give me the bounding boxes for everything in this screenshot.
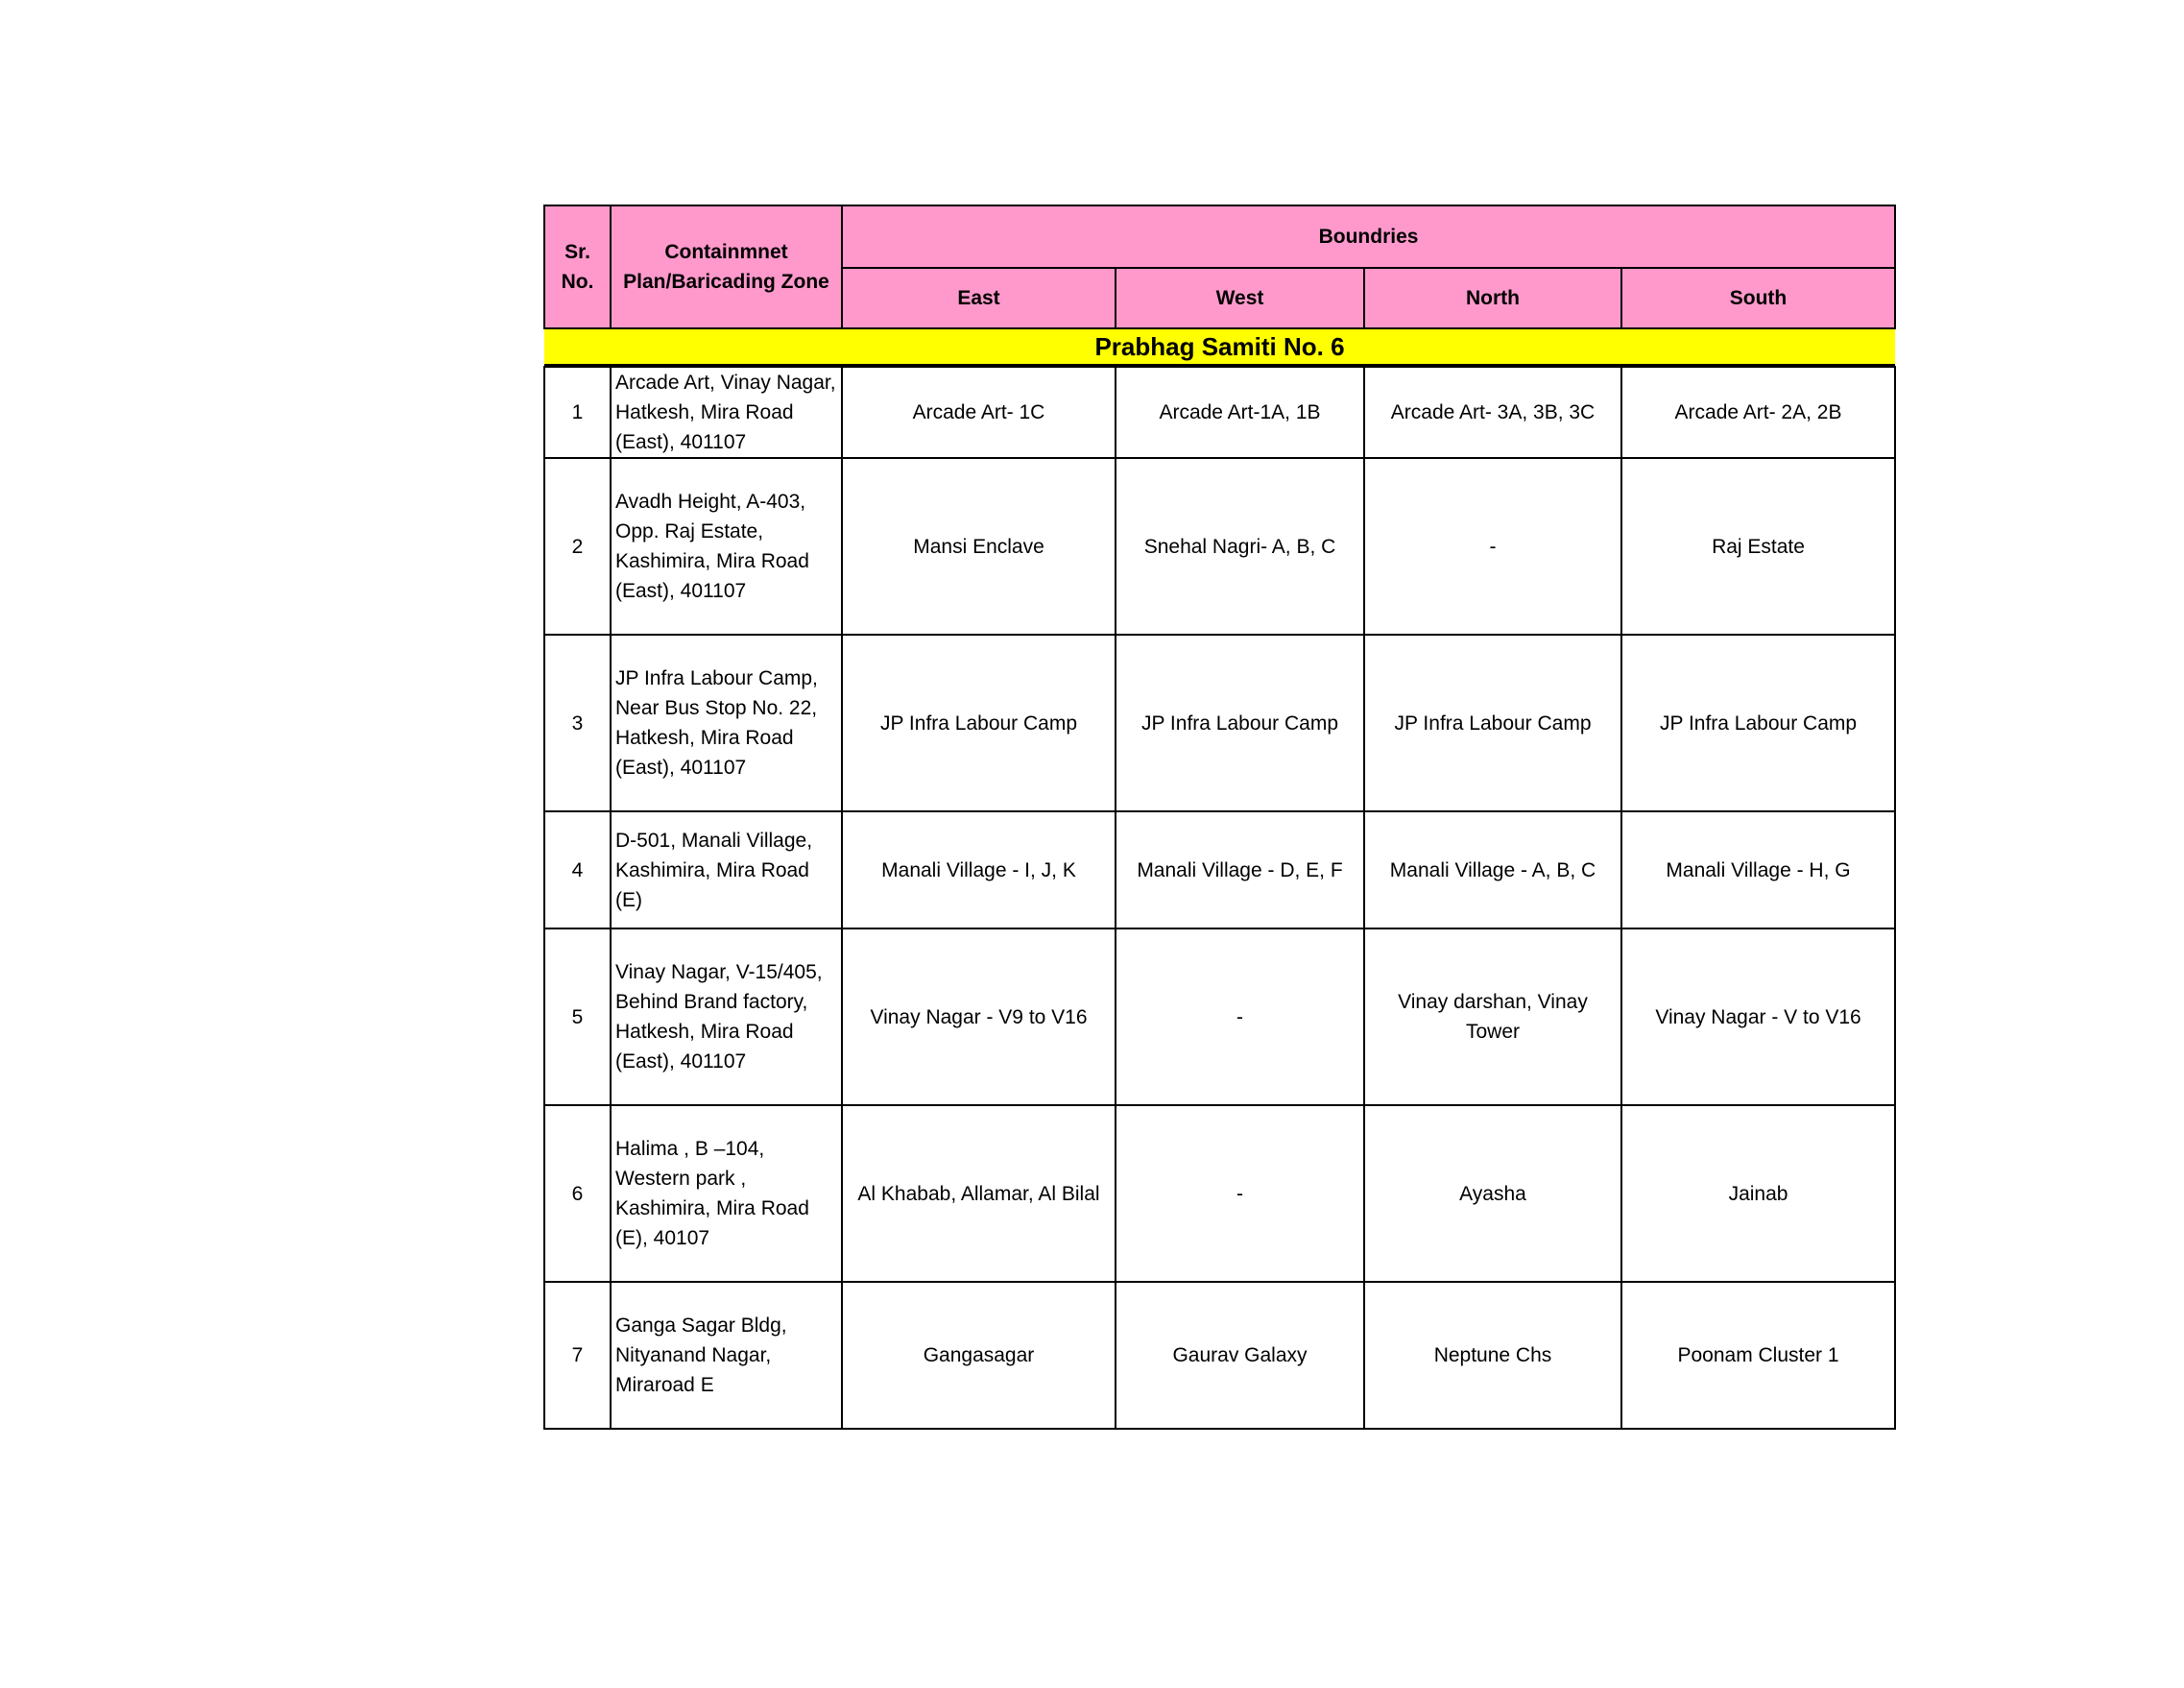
header-west: West	[1116, 268, 1364, 328]
cell-sr: 6	[544, 1105, 611, 1282]
cell-north: Vinay darshan, Vinay Tower	[1364, 928, 1621, 1105]
table-header	[544, 205, 1895, 328]
table-row	[544, 1282, 1895, 1429]
cell-west: Gaurav Galaxy	[1116, 1282, 1364, 1429]
header-south: South	[1621, 268, 1895, 328]
table-row	[544, 1105, 1895, 1282]
cell-zone: D-501, Manali Village, Kashimira, Mira Road (E)	[611, 811, 842, 928]
cell-west: JP Infra Labour Camp	[1116, 635, 1364, 811]
header-zone: Containmnet Plan/Baricading Zone	[611, 205, 842, 328]
cell-north: JP Infra Labour Camp	[1364, 635, 1621, 811]
cell-sr: 4	[544, 811, 611, 928]
cell-west: Manali Village - D, E, F	[1116, 811, 1364, 928]
cell-sr: 5	[544, 928, 611, 1105]
cell-sr: 7	[544, 1282, 611, 1429]
cell-north: Neptune Chs	[1364, 1282, 1621, 1429]
cell-south: Jainab	[1621, 1105, 1895, 1282]
cell-sr: 2	[544, 458, 611, 635]
cell-west: Snehal Nagri- A, B, C	[1116, 458, 1364, 635]
table-row	[544, 367, 1895, 458]
containment-sheet	[543, 205, 1894, 1430]
cell-north: -	[1364, 458, 1621, 635]
header-north: North	[1364, 268, 1621, 328]
containment-table	[543, 205, 1896, 1430]
table-row	[544, 635, 1895, 811]
cell-south: Vinay Nagar - V to V16	[1621, 928, 1895, 1105]
cell-zone: Halima , B –104, Western park , Kashimira, Mira Road (E), 40107	[611, 1105, 842, 1282]
section-title: Prabhag Samiti No. 6	[544, 328, 1895, 365]
header-boundaries: Boundries	[842, 205, 1895, 268]
cell-zone: Vinay Nagar, V-15/405, Behind Brand factory, Hatkesh, Mira Road (East), 401107	[611, 928, 842, 1105]
cell-west: -	[1116, 928, 1364, 1105]
table-row	[544, 811, 1895, 928]
cell-zone: Ganga Sagar Bldg, Nityanand Nagar, Miraroad E	[611, 1282, 842, 1429]
cell-north: Manali Village - A, B, C	[1364, 811, 1621, 928]
cell-south: JP Infra Labour Camp	[1621, 635, 1895, 811]
cell-south: Arcade Art- 2A, 2B	[1621, 367, 1895, 458]
cell-north: Ayasha	[1364, 1105, 1621, 1282]
section-row	[544, 328, 1895, 365]
cell-east: Arcade Art- 1C	[842, 367, 1116, 458]
table-row	[544, 458, 1895, 635]
table-row	[544, 928, 1895, 1105]
cell-sr: 1	[544, 367, 611, 458]
cell-zone: Arcade Art, Vinay Nagar, Hatkesh, Mira Road (East), 401107	[611, 367, 842, 458]
cell-east: Gangasagar	[842, 1282, 1116, 1429]
cell-north: Arcade Art- 3A, 3B, 3C	[1364, 367, 1621, 458]
cell-east: Vinay Nagar - V9 to V16	[842, 928, 1116, 1105]
cell-east: Manali Village - I, J, K	[842, 811, 1116, 928]
cell-east: Mansi Enclave	[842, 458, 1116, 635]
cell-east: JP Infra Labour Camp	[842, 635, 1116, 811]
cell-sr: 3	[544, 635, 611, 811]
cell-south: Raj Estate	[1621, 458, 1895, 635]
cell-east: Al Khabab, Allamar, Al Bilal	[842, 1105, 1116, 1282]
cell-south: Manali Village - H, G	[1621, 811, 1895, 928]
header-sr-no: Sr. No.	[544, 205, 611, 328]
cell-west: -	[1116, 1105, 1364, 1282]
cell-south: Poonam Cluster 1	[1621, 1282, 1895, 1429]
cell-zone: Avadh Height, A-403, Opp. Raj Estate, Kashimira, Mira Road (East), 401107	[611, 458, 842, 635]
cell-west: Arcade Art-1A, 1B	[1116, 367, 1364, 458]
header-east: East	[842, 268, 1116, 328]
cell-zone: JP Infra Labour Camp, Near Bus Stop No. 22, Hatkesh, Mira Road (East), 401107	[611, 635, 842, 811]
